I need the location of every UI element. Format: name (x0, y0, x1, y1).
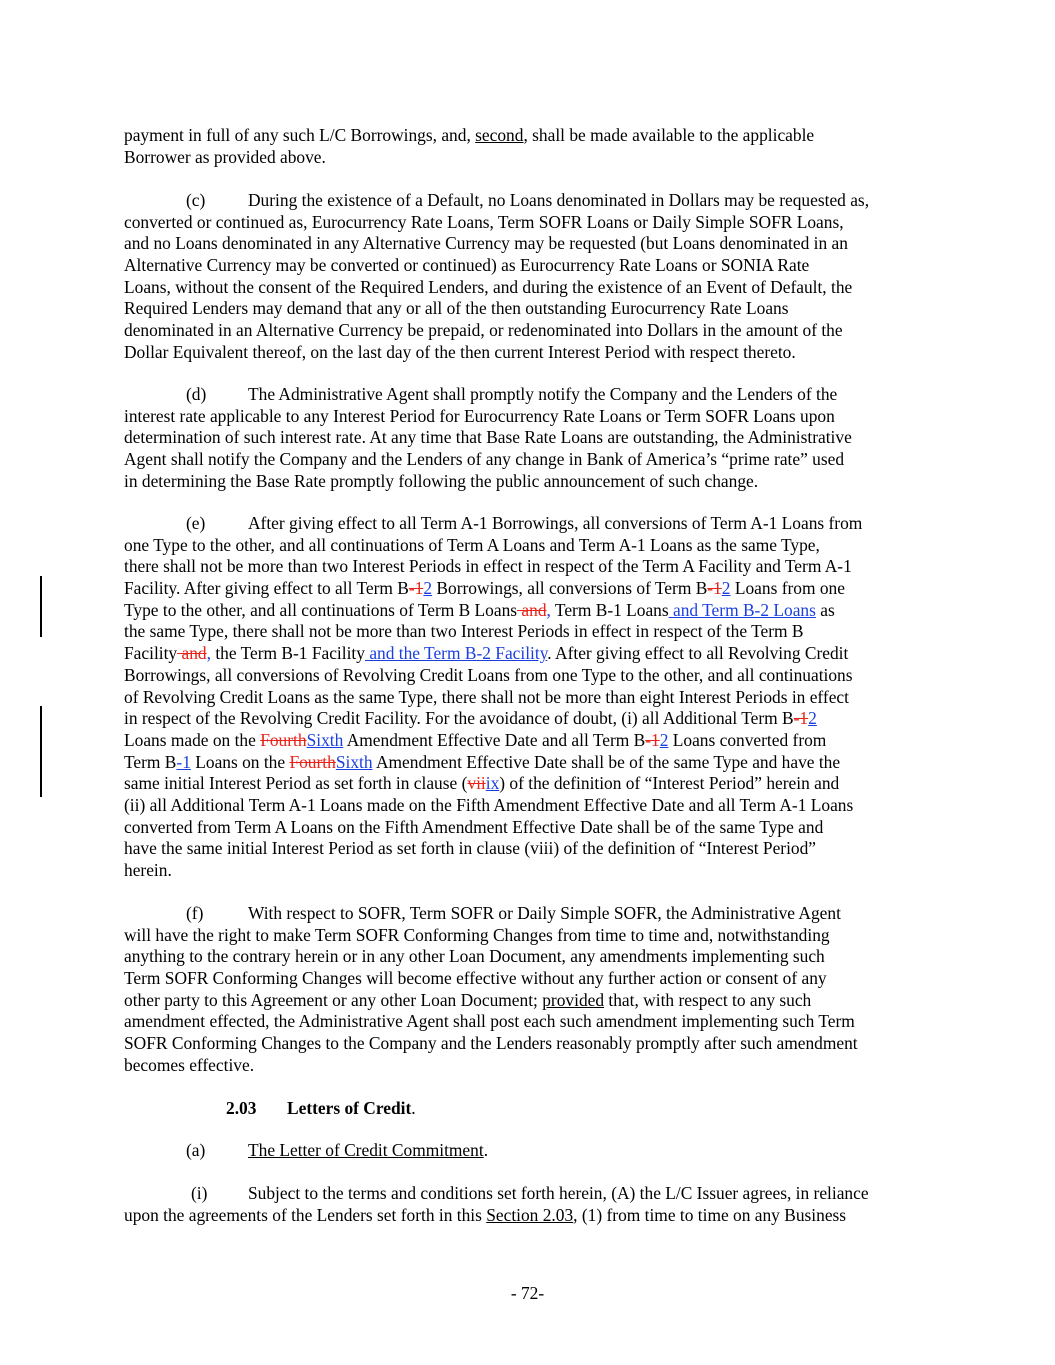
paragraph-d: (d) The Administrative Agent shall promptly notify the Company and the Lenders of the interest rate applicable to any Interest Period for Eurocurrency Rate Loans or Term SOFR Loans upon determination of such interest rate. At any time that Base Rate Loans are outstanding, the Administrative Agent shall notify the Company and the Lenders of any change in Bank of America’s “prime rate” used in determining the Base Rate promptly following the public announcement of such change. (124, 384, 852, 491)
change-bar (40, 613, 42, 637)
paragraph-e: (e) After giving effect to all Term A-1 Borrowings, all conversions of Term A-1 Loans from one Type to the other, and all continuations of Term A Loans and Term A-1 Loans as the same Type, there shall not be more than two Interest Periods in effect in respect of the Term A Facility and Term A-1 Facility. After giving effect to all Term B-12 Borrowings, all conversions of Term B-12 Loans from one Type to the other, and all continuations of Term B Loans and, Term B-1 Loans and Term B-2 Loans as the same Type, there shall not be more than two Interest Periods in effect in respect of the Term B Facility and, the Term B-1 Facility and the Term B-2 Facility. After giving effect to all Revolving Credit Borrowings, all conversions of Revolving Credit Loans from one Type to the other, and all continuations of Revolving Credit Loans as the same Type, there shall not be more than eight Interest Periods in effect in respect of the Revolving Credit Facility. For the avoidance of doubt, (i) all Additional Term B-12 Loans made on the FourthSixth Amendment Effective Date and all Term B-12 Loans converted from Term B-1 Loans on the FourthSixth Amendment Effective Date shall be of the same Type and have the same initial Interest Period as set forth in clause (viiix) of the definition of “Interest Period” herein and (ii) all Additional Term A-1 Loans made on the Fifth Amendment Effective Date and all Term A-1 Loans converted from Term A Loans on the Fifth Amendment Effective Date shall be of the same Type and have the same initial Interest Period as set forth in clause (viii) of the definition of “Interest Period” herein. (124, 513, 863, 880)
change-bar (40, 706, 42, 797)
section-number: 2.03 (226, 1098, 257, 1118)
paragraph-i: (i) Subject to the terms and conditions set forth herein, (A) the L/C Issuer agrees, in reliance upon the agreements of the Lenders set forth in this Section 2.03, (1) from time to time on any Business (124, 1183, 869, 1225)
clause-label: (d) (186, 384, 207, 404)
subsection-title: The Letter of Credit Commitment (248, 1140, 484, 1160)
paragraph-c: (c) During the existence of a Default, no Loans denominated in Dollars may be requested as, converted or continued as, Eurocurrency Rate Loans, Term SOFR Loans or Daily Simple SOFR Loans, and no Loans denominated in any Alternative Currency may be requested (but Loans denominated in an Alternative Currency may be converted or continued) as Eurocurrency Rate Loans or SONIA Rate Loans, without the consent of the Required Lenders, and during the existence of an Event of Default, the Required Lenders may demand that any or all of the then outstanding Eurocurrency Rate Loans denominated in an Alternative Currency be prepaid, or redenominated into Dollars in the amount of the Dollar Equivalent thereof, on the last day of the then current Interest Period with respect thereto. (124, 190, 870, 362)
paragraph-continuation: payment in full of any such L/C Borrowings, and, second, shall be made available to the applicable Borrower as provided above. (124, 125, 815, 167)
page-number: - 72- (510, 1283, 545, 1303)
section-title: Letters of Credit (287, 1098, 412, 1118)
clause-label: (f) (186, 903, 204, 923)
clause-label: (c) (186, 190, 206, 210)
paragraph-f: (f) With respect to SOFR, Term SOFR or Daily Simple SOFR, the Administrative Agent will have the right to make Term SOFR Conforming Changes from time to time and, notwithstanding anything to the contrary herein or in any other Loan Document, any amendments implementing such Term SOFR Conforming Changes will become effective without any further action or consent of any other party to this Agreement or any other Loan Document; provided that, with respect to any such amendment effected, the Administrative Agent shall post each such amendment implementing such Term SOFR Conforming Changes to the Company and the Lenders reasonably promptly after such amendment becomes effective. (124, 903, 858, 1075)
clause-label: (e) (186, 513, 206, 533)
clause-label: (a) (186, 1140, 206, 1160)
clause-label: (i) (191, 1183, 208, 1203)
section-heading: 2.03 Letters of Credit. (226, 1098, 416, 1118)
subsection-a: (a) The Letter of Credit Commitment. (186, 1140, 489, 1160)
